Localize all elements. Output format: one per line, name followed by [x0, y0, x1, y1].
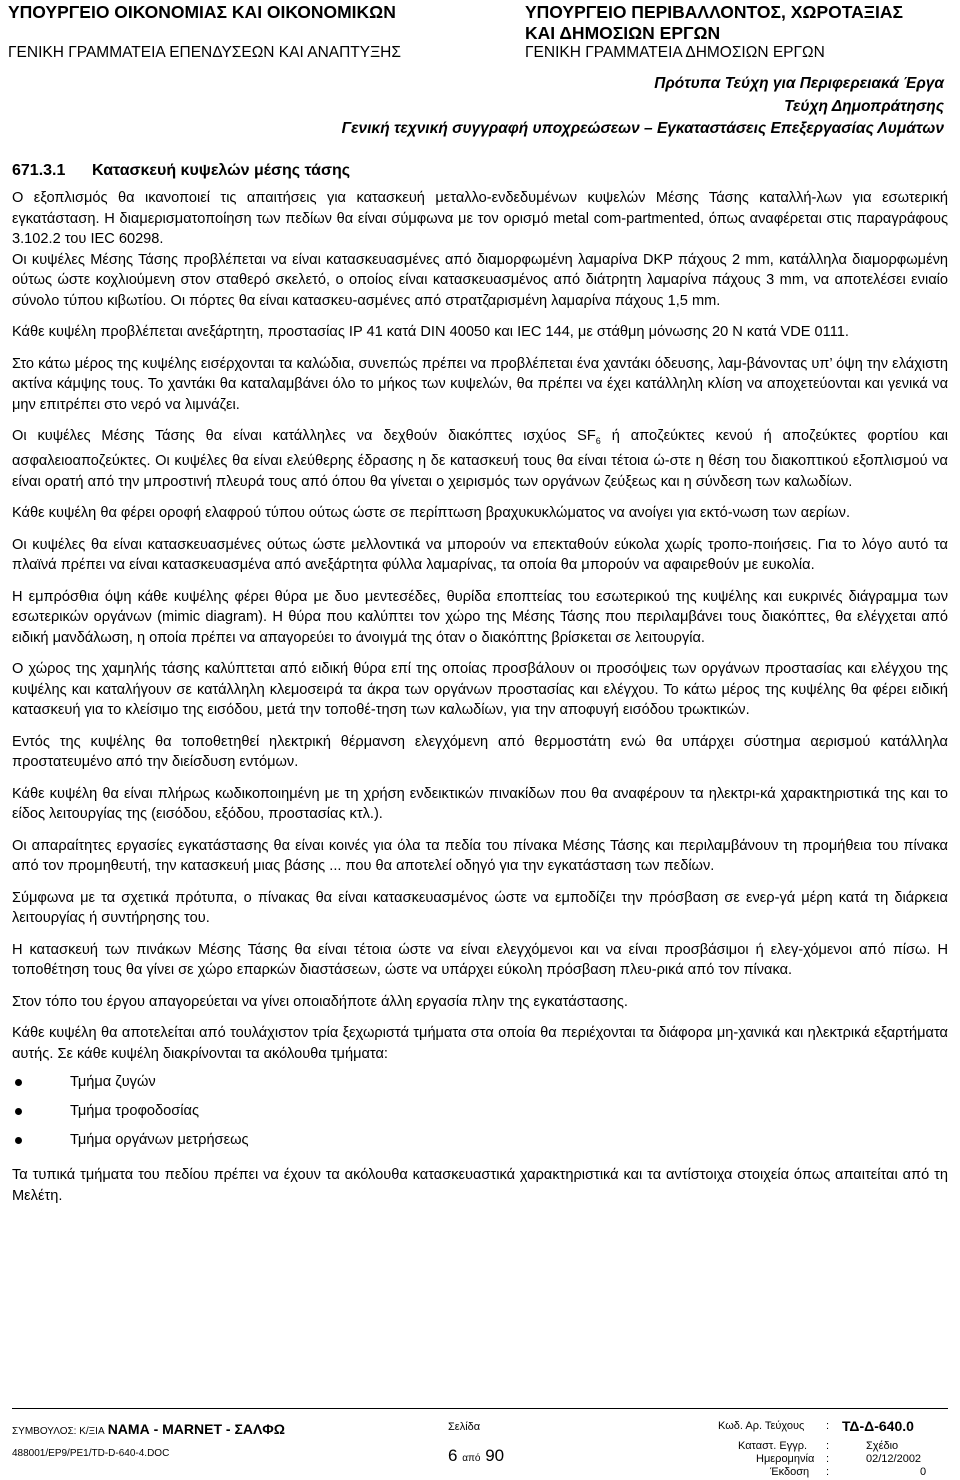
paragraph: Κάθε κυψέλη θα φέρει οροφή ελαφρού τύπου ούτως ώστε σε περίπτωση βραχυκυκλώματος να ανοίγει για εκτό-νωση των αερίων.	[12, 505, 851, 522]
page-header	[0, 0, 960, 70]
list-item: Τμήμα τροφοδοσίας	[12, 1097, 948, 1126]
sf6-subscript: 6	[595, 435, 601, 446]
doc-subject-title: Γενική τεχνική συγγραφή υποχρεώσεων – Εγκαταστάσεις Επεξεργασίας Λυμάτων	[341, 120, 944, 137]
footer-page-number: 6 από 90	[448, 1446, 505, 1465]
ministry-left-title: ΥΠΟΥΡΓΕΙΟ ΟΙΚΟΝΟΜΙΑΣ ΚΑΙ ΟΙΚΟΝΟΜΙΚΩΝ	[8, 2, 396, 22]
footer-code-label: Κωδ. Αρ. Τεύχους	[718, 1420, 805, 1432]
ministry-right-title: ΥΠΟΥΡΓΕΙΟ ΠΕΡΙΒΑΛΛΟΝΤΟΣ, ΧΩΡΟΤΑΞΙΑΣ	[525, 2, 904, 22]
footer-doc-file: 488001/EP9/PE1/TD-D-640-4.DOC	[12, 1448, 170, 1459]
paragraph: Οι απαραίτητες εργασίες εγκατάστασης θα είναι κοινές για όλα τα πεδία του πίνακα Μέσης Τάσης και περιλαμβάνουν τη προμήθεια του πίνακα από τον προμηθευτή, την κατασκευή μιας βάσης ... που θα αποτελεί οδηγό για την εγκατάσταση των πεδίων.	[12, 837, 948, 875]
footer-status-value: Σχέδιο	[866, 1440, 899, 1452]
paragraph: Οι κυψέλες θα είναι κατασκευασμένες ούτως ώστε μελλοντικά να μπορούν να επεκταθούν εύκολα χωρίς τροπο-ποιήσεις. Για το λόγο αυτό τα πλαϊνά πρέπει να είναι κατασκευασμένα από ανεξάρτητα φύλλα λαμαρίνας, τα οποία θα μπορούν να αφαιρεθούν με ευκολία.	[12, 536, 948, 574]
bullet-icon	[15, 1137, 22, 1144]
paragraph: Κάθε κυψέλη προβλέπεται ανεξάρτητη, προστασίας IP 41 κατά DIN 40050 και IEC 144, με στάθμη μόνωσης 20 N κατά VDE 0111.	[12, 324, 849, 340]
footer-date-label: Ημερομηνία	[756, 1453, 815, 1465]
section-number: 671.3.1	[12, 162, 66, 179]
footer-date-value: 02/12/2002	[866, 1453, 922, 1465]
footer-status-label: Καταστ. Εγγρ.	[738, 1440, 808, 1452]
footer-code-value: ΤΔ-Δ-640.0	[842, 1418, 914, 1434]
ministry-left-subtitle: ΓΕΝΙΚΗ ΓΡΑΜΜΑΤΕΙΑ ΕΠΕΝΔΥΣΕΩΝ ΚΑΙ ΑΝΑΠΤΥΞΗΣ	[8, 44, 401, 61]
sf6-text-before: Οι κυψέλες Μέσης Τάσης θα είναι κατάλληλες να δεχθούν διακόπτες ισχύος SF	[12, 428, 596, 444]
paragraph: Οι κυψέλες Μέσης Τάσης προβλέπεται να είναι κατασκευασμένες από διαμορφωμένη λαμαρίνα DKP πάχους 2 mm, κατάλληλα διαμορφωμένη ούτως ώστε κοχλιούμενη στον σταθερό σκελετό, ο οποίος είναι κατασκευασμένος από διάτρητη λαμαρίνα πάχους 3 mm, να αποτελέσει ενιαίο σύνολο τύπου κιβωτίου. Οι πόρτες θα είναι κατασκευ-ασμένες από στρατζαρισμένη λαμαρίνα πάχους 1,5 mm.	[12, 251, 948, 309]
ministry-right-subtitle: ΓΕΝΙΚΗ ΓΡΑΜΜΑΤΕΙΑ ΔΗΜΟΣΙΩΝ ΕΡΓΩΝ	[525, 44, 825, 61]
advisor-name: ΝΑΜΑ - MARNET - ΣΑΛΦΩ	[107, 1421, 286, 1437]
bullet-list	[12, 1068, 948, 1155]
doc-series-title: Πρότυπα Τεύχη για Περιφερειακά Έργα	[654, 75, 944, 92]
paragraph: Στο κάτω μέρος της κυψέλης εισέρχονται τα καλώδια, συνεπώς πρέπει να προβλέπεται ένα χαντάκι όδευσης, λαμ-βάνοντας υπ’ όψη την ελάχιστη ακτίνα κάμψης τους. Το χαντάκι θα καταλαμβάνει όλο το μήκος των κυψελών, θα πρέπει να έχει κατάλληλη κλίση να αποχετεύονται και γενικά να μην επιτρέπει στο νερό να λιμνάζει.	[12, 355, 948, 413]
footer-advisor: ΣΥΜΒΟΥΛΟΣ: Κ/ΞΙΑ ΝΑΜΑ - MARNET - ΣΑΛΦΩ	[12, 1421, 286, 1437]
footer-edition-value: 0	[920, 1466, 927, 1478]
section-heading	[12, 162, 350, 180]
footer-divider	[12, 1408, 948, 1409]
paragraph: Κάθε κυψέλη θα αποτελείται από τουλάχιστον τρία ξεχωριστά τμήματα στα οποία θα περιέχονται τα διάφορα μη-χανικά και ηλεκτρικά εξαρτήματα αυτής. Σε κάθε κυψέλη διακρίνονται τα ακόλουθα τμήματα:	[12, 1025, 948, 1062]
paragraph: Ο εξοπλισμός θα ικανοποιεί τις απαιτήσεις για κατασκευή μεταλλο-ενδεδυμένων κυψελών Μέσης Τάσης καταλλή-λων για εσωτερική εγκατάσταση. Η διαμερισματοποίηση των πεδίων θα είναι σύμφωνα με τον ορισμό metal com-partmented, όπως αναφέρεται στις παραγράφους 3.102.2 του IEC 60298.	[12, 190, 948, 247]
doc-volume-title: Τεύχη Δημοπράτησης	[784, 98, 944, 115]
paragraph: Εντός της κυψέλης θα τοποθετηθεί ηλεκτρική θέρμανση ελεγχόμενη από θερμοστάτη ενώ θα υπάρχει σύστημα αερισμού κατάλληλα προστατευμένο από την διείσδυση εντόμων.	[12, 733, 948, 771]
closing-paragraph: Τα τυπικά τμήματα του πεδίου πρέπει να έχουν τα ακόλουθα κατασκευαστικά χαρακτηριστικά και τα αντίστοιχα στοιχεία όπως απαιτείται από τη Μελέτη.	[12, 1167, 948, 1204]
paragraph: Ο χώρος της χαμηλής τάσης καλύπτεται από ειδική θύρα επί της οποίας προσβάλουν οι προσόψεις των οργάνων προστασίας και ελέγχου της κυψέλης και καταλήγουν σε κατάλληλη κλεμοσειρά τα άκρα των οργάνων προστασίας και ελέγχου. Το κάτω μέρος της κυψέλης θα φέρει ειδική κατασκευή για το κλείσιμο της εισόδου, μετά την τοποθέ-τηση των καλωδίων, για την αποφυγή εισόδου τρωκτικών.	[12, 661, 948, 719]
ministry-right-title-cont: ΚΑΙ ΔΗΜΟΣΙΩΝ ΕΡΓΩΝ	[525, 23, 721, 43]
paragraph-sf6	[12, 426, 948, 492]
paragraph: Η εμπρόσθια όψη κάθε κυψέλης φέρει θύρα με δυο μεντεσέδες, θυρίδα εποπτείας του εσωτερικού της κυψέλης και ευκρινές διάγραμμα των εσωτερικών οργάνων (mimic diagram). Η θύρα που καλύπτει τον χώρο της Μέσης Τάσης που περιλαμβάνει τους διακόπτες, θα ελέγχεται από ειδική μανδάλωση, η οποία πρέπει να απαγορεύει το άνοιγμά της όταν ο διακόπτης βρίσκεται σε λειτουργία.	[12, 588, 948, 646]
bullet-icon	[15, 1079, 22, 1086]
footer-edition-label: Έκδοση	[770, 1466, 810, 1478]
list-item: Τμήμα ζυγών	[12, 1068, 948, 1097]
body-text	[12, 188, 948, 1217]
paragraph: Κάθε κυψέλη θα είναι πλήρως κωδικοποιημένη με τη χρήση ενδεικτικών πινακίδων που θα αναφέρουν τα ηλεκτρι-κά χαρακτηριστικά της και το είδος λειτουργίας της (εισόδου, εξόδου, προστασίας κτλ.).	[12, 785, 948, 823]
section-title: Κατασκευή κυψελών μέσης τάσης	[92, 162, 351, 179]
paragraph: Στον τόπο του έργου απαγορεύεται να γίνει οποιαδήποτε άλλη εργασία πλην της εγκατάστασης.	[12, 993, 628, 1010]
paragraph: Η κατασκευή των πινάκων Μέσης Τάσης θα είναι τέτοια ώστε να είναι ελεγχόμενοι και να είναι προσβάσιμοι ή ελεγ-χόμενοι από πίσω. Η τοποθέτηση τους θα γίνει σε χώρο επαρκών διαστάσεων, ώστε να υπάρχει εύκολη πρόσβαση πλευ-ρικά από τον πίνακα.	[12, 941, 948, 979]
list-item: Τμήμα οργάνων μετρήσεως	[12, 1126, 948, 1155]
paragraph: Σύμφωνα με τα σχετικά πρότυπα, ο πίνακας θα είναι κατασκευασμένος ώστε να εμποδίζει την πρόσβαση σε ενερ-γά μέρη κατά τη διάρκεια λειτουργίας ή συντήρησης του.	[12, 889, 948, 927]
bullet-icon	[15, 1108, 22, 1115]
sf6-text-after: ή αποζεύκτες κενού ή αποζεύκτες φορτίου και ασφαλειοαποζεύκτες. Οι κυψέλες θα είναι ελεύθερης έδρασης η δε κατασκευή τους θα είναι τέτοια ώ-στε η θέση του διακοπτικού εξοπλισμού να είναι ορατή από την μπροστινή πλευρά τους από όπου θα γίνεται ο χειρισμός των οργάνων ζεύξεως και η σύνδεση των καλωδίων.	[12, 428, 949, 490]
footer-page-label: Σελίδα	[448, 1421, 481, 1433]
